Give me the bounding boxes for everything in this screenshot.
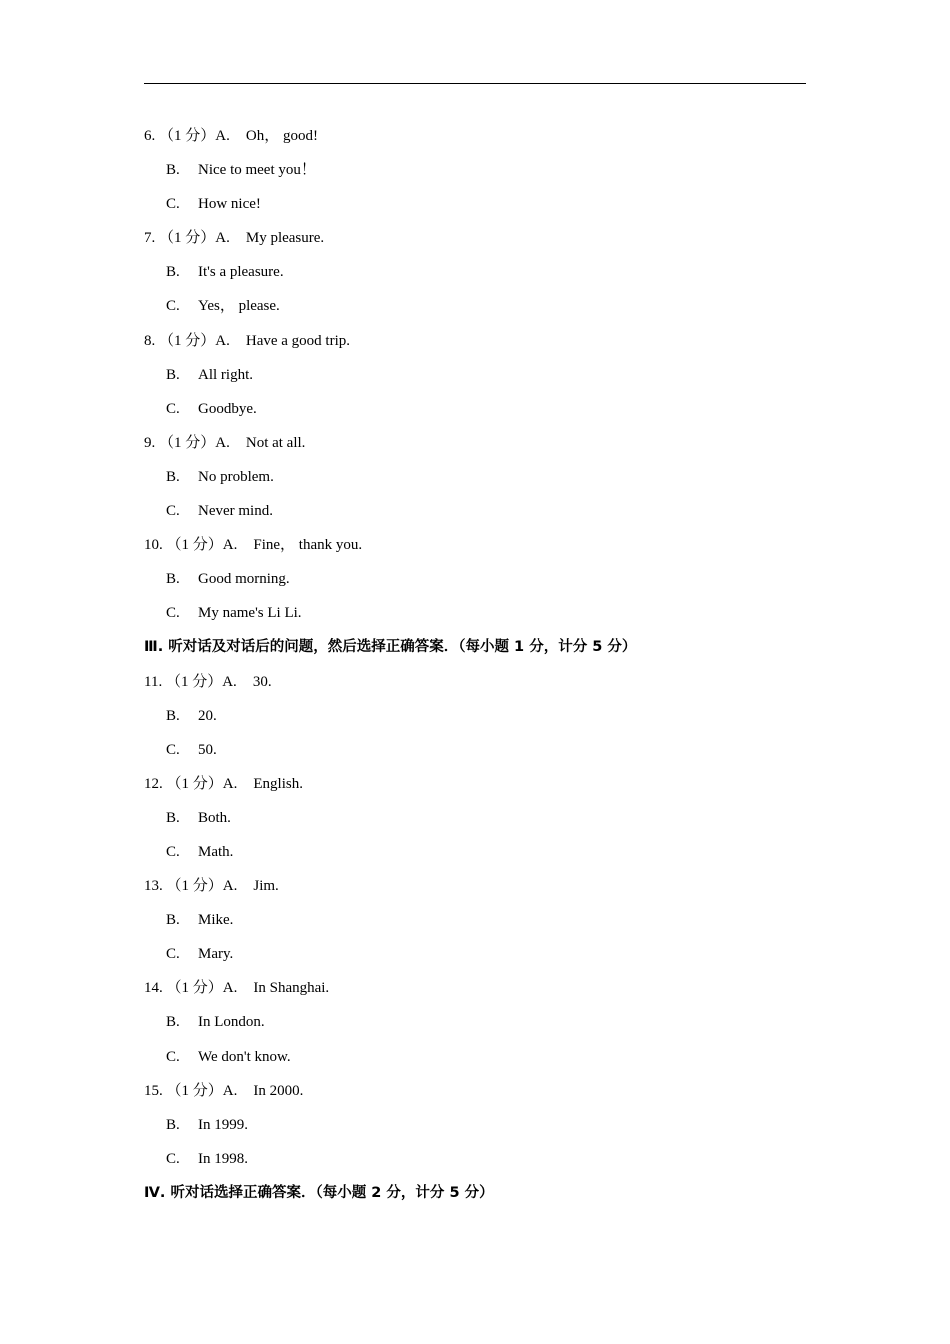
option-row xyxy=(144,699,806,733)
option-row xyxy=(144,937,806,971)
question-7 xyxy=(144,221,806,255)
header-rule xyxy=(144,83,806,84)
question-number: 12. xyxy=(144,775,163,792)
option-letter: A. xyxy=(222,673,237,690)
option-row xyxy=(144,255,806,289)
option-letter: C. xyxy=(166,196,180,213)
option-letter: A. xyxy=(222,1082,238,1099)
option-row xyxy=(144,392,806,426)
question-8 xyxy=(144,324,806,358)
question-10 xyxy=(144,528,806,562)
option-letter: A. xyxy=(222,537,238,554)
option-text: Math. xyxy=(198,843,234,860)
question-12 xyxy=(144,767,806,801)
question-score: （1 分） xyxy=(165,673,223,690)
option-text: Goodbye. xyxy=(198,400,257,417)
question-number: 11. xyxy=(144,673,163,690)
option-text: Mary. xyxy=(198,946,234,963)
option-row xyxy=(144,596,806,630)
option-text: In 1998. xyxy=(198,1150,248,1167)
option-letter: A. xyxy=(215,128,230,144)
option-letter: C. xyxy=(166,1150,180,1167)
option-letter: B. xyxy=(166,1014,180,1031)
option-text: All right. xyxy=(198,366,253,383)
option-row xyxy=(144,153,806,187)
option-letter: C. xyxy=(166,946,180,963)
option-row xyxy=(144,835,806,869)
question-score: （1 分） xyxy=(166,537,223,554)
question-score: （1 分） xyxy=(166,1082,223,1099)
option-row xyxy=(144,801,806,835)
option-letter: B. xyxy=(166,809,180,826)
question-9 xyxy=(144,426,806,460)
question-score: （1 分） xyxy=(166,775,223,792)
question-number: 7. xyxy=(144,230,156,247)
option-letter: A. xyxy=(222,980,238,997)
option-letter: C. xyxy=(166,298,180,315)
question-score: （1 分） xyxy=(159,128,216,144)
option-letter: C. xyxy=(166,503,180,520)
question-number: 8. xyxy=(144,332,156,349)
question-14 xyxy=(144,971,806,1005)
question-score: （1 分） xyxy=(159,332,216,349)
option-text: Both. xyxy=(198,809,231,826)
option-text: Not at all. xyxy=(245,434,306,451)
question-score: （1 分） xyxy=(159,434,216,451)
question-number: 14. xyxy=(144,980,163,997)
question-number: 9. xyxy=(144,434,156,451)
question-number: 6. xyxy=(144,128,156,144)
option-text: Fine， thank you. xyxy=(253,537,363,554)
question-number: 15. xyxy=(144,1082,163,1099)
question-score: （1 分） xyxy=(166,980,223,997)
question-score: （1 分） xyxy=(166,878,223,895)
option-text: 50. xyxy=(198,741,217,758)
option-row xyxy=(144,1142,806,1176)
option-letter: C. xyxy=(166,843,180,860)
option-row xyxy=(144,289,806,323)
option-letter: A. xyxy=(215,332,230,349)
option-letter: C. xyxy=(166,400,180,417)
option-row xyxy=(144,1108,806,1142)
option-text: 20. xyxy=(198,707,217,724)
option-text: Have a good trip. xyxy=(245,332,350,349)
option-letter: A. xyxy=(222,775,238,792)
option-text: Good morning. xyxy=(198,571,290,588)
question-score: （1 分） xyxy=(159,230,216,247)
option-text: My name's Li Li. xyxy=(198,605,302,622)
option-row xyxy=(144,187,806,221)
option-row xyxy=(144,1005,806,1039)
option-letter: B. xyxy=(166,366,180,383)
option-letter: B. xyxy=(166,571,180,588)
option-text: In Shanghai. xyxy=(253,980,330,997)
option-letter: A. xyxy=(215,434,230,451)
option-row xyxy=(144,494,806,528)
section-4-heading: Ⅳ. 听对话选择正确答案．（每小题 2 分，计分 5 分） xyxy=(144,1184,494,1201)
option-letter: B. xyxy=(166,468,180,485)
option-row xyxy=(144,562,806,596)
option-text: No problem. xyxy=(198,468,274,485)
option-text: It's a pleasure. xyxy=(198,264,284,281)
option-letter: B. xyxy=(166,264,180,281)
option-letter: C. xyxy=(166,605,180,622)
option-text: We don't know. xyxy=(198,1048,291,1065)
option-text: 30. xyxy=(252,673,272,690)
option-row xyxy=(144,1040,806,1074)
section-3-heading: Ⅲ. 听对话及对话后的问题，然后选择正确答案．（每小题 1 分，计分 5 分） xyxy=(144,639,637,656)
option-text: Never mind. xyxy=(198,503,273,520)
option-letter: B. xyxy=(166,912,180,929)
option-text: In London. xyxy=(198,1014,265,1031)
option-letter: B. xyxy=(166,707,180,724)
question-6 xyxy=(144,119,806,153)
question-number: 10. xyxy=(144,537,163,554)
option-text: My pleasure. xyxy=(245,230,325,247)
option-text: English. xyxy=(253,775,303,792)
option-row xyxy=(144,903,806,937)
question-number: 13. xyxy=(144,878,163,895)
option-text: Jim. xyxy=(253,878,279,895)
option-row xyxy=(144,358,806,392)
option-letter: C. xyxy=(166,1048,180,1065)
option-letter: A. xyxy=(215,230,230,247)
exam-content xyxy=(144,119,806,1210)
question-15 xyxy=(144,1074,806,1108)
question-11 xyxy=(144,665,806,699)
option-row xyxy=(144,460,806,494)
option-row xyxy=(144,733,806,767)
option-letter: B. xyxy=(166,162,180,179)
option-text: How nice! xyxy=(198,196,261,213)
option-text: Yes， please. xyxy=(198,298,280,315)
option-text: In 2000. xyxy=(253,1082,304,1099)
option-letter: C. xyxy=(166,741,180,758)
option-text: In 1999. xyxy=(198,1116,248,1133)
option-text: Oh， good! xyxy=(245,128,318,144)
option-text: Mike. xyxy=(198,912,234,929)
option-text: Nice to meet you！ xyxy=(198,162,316,179)
option-letter: A. xyxy=(222,878,238,895)
option-letter: B. xyxy=(166,1116,180,1133)
question-13 xyxy=(144,869,806,903)
